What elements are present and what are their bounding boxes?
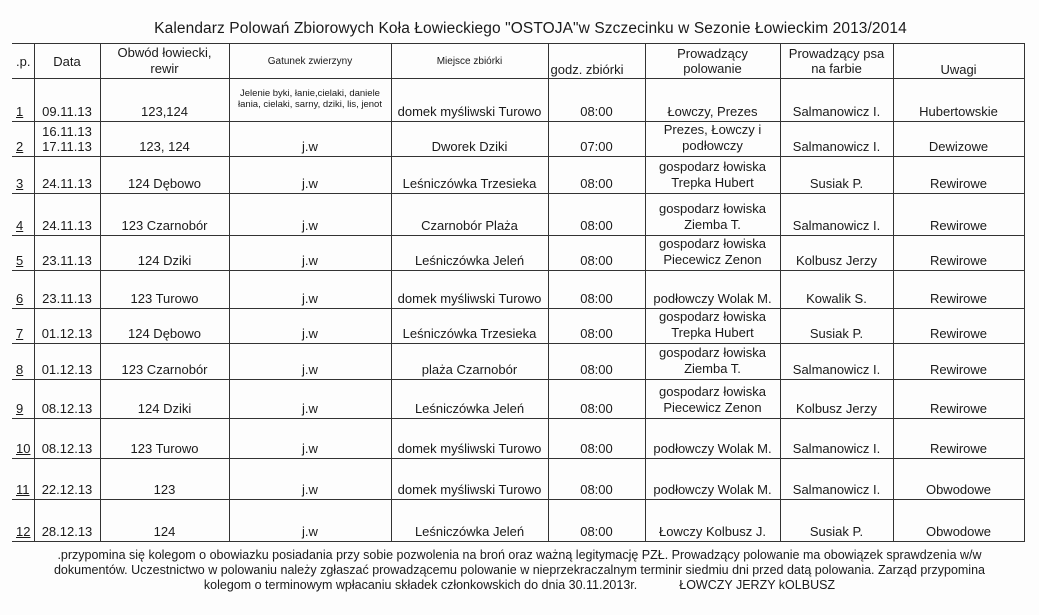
cell-lp: 8 [12,344,34,380]
cell-godz: 08:00 [548,419,645,459]
cell-psa: Kolbusz Jerzy [780,380,893,419]
table-row [12,500,1024,542]
cell-data: 08.12.13 [34,419,100,459]
table-row [12,236,1024,271]
cell-data: 01.12.13 [34,309,100,344]
cell-godz: 08:00 [548,236,645,271]
cell-obwod: 124 Dziki [100,380,229,419]
cell-data: 23.11.13 [34,236,100,271]
cell-godz: 08:00 [548,500,645,542]
cell-uwagi: Hubertowskie [893,79,1024,122]
header-lp: .p. [12,44,34,79]
cell-miejsce: Czarnobór Plaża [391,194,548,236]
cell-miejsce: domek myśliwski Turowo [391,271,548,309]
cell-obwod: 124 Dębowo [100,157,229,194]
cell-gatunek: j.w [229,344,391,380]
hunt-calendar-table [12,43,1025,542]
header-gatunek: Gatunek zwierzyny [229,44,391,79]
cell-miejsce: domek myśliwski Turowo [391,79,548,122]
cell-gatunek: j.w [229,122,391,157]
cell-lp: 12 [12,500,34,542]
table-row [12,459,1024,500]
cell-godz: 07:00 [548,122,645,157]
table-row [12,79,1024,122]
header-obwod-text: Obwód łowiecki, rewir [117,45,212,76]
cell-prowadzacy: gospodarz łowiska Piecewicz Zenon [645,236,780,271]
cell-prowadzacy: podłowczy Wolak M. [645,271,780,309]
cell-godz: 08:00 [548,194,645,236]
cell-lp: 9 [12,380,34,419]
header-obwod [100,44,229,79]
cell-uwagi: Obwodowe [893,459,1024,500]
cell-miejsce: Leśniczówka Jeleń [391,500,548,542]
cell-psa: Kowalik S. [780,271,893,309]
cell-godz: 08:00 [548,344,645,380]
cell-prowadzacy: gospodarz łowiska Piecewicz Zenon [645,380,780,419]
header-psa [780,44,893,79]
header-data: Data [34,44,100,79]
cell-uwagi: Obwodowe [893,500,1024,542]
cell-lp: 5 [12,236,34,271]
cell-uwagi: Rewirowe [893,380,1024,419]
footer-line-1: .przypomina się kolegom o obowiazku posiadania przy sobie pozwolenia na broń oraz ważną legitymację PZŁ. Prowadzący polowanie ma obowiązek sprawdzenia w/w [57,548,982,562]
cell-lp: 3 [12,157,34,194]
cell-gatunek: j.w [229,380,391,419]
cell-obwod: 123 [100,459,229,500]
cell-gatunek: j.w [229,500,391,542]
cell-gatunek: j.w [229,157,391,194]
cell-obwod: 124 [100,500,229,542]
cell-gatunek: Jelenie byki, łanie,cielaki, daniele łania, cielaki, sarny, dziki, lis, jenot [229,79,391,122]
cell-data: 24.11.13 [34,194,100,236]
cell-prowadzacy: gospodarz łowiska Trepka Hubert [645,309,780,344]
cell-miejsce: domek myśliwski Turowo [391,419,548,459]
cell-godz: 08:00 [548,271,645,309]
cell-prowadzacy: gospodarz łowiska Ziemba T. [645,194,780,236]
cell-godz: 08:00 [548,309,645,344]
cell-data: 09.11.13 [34,79,100,122]
cell-prowadzacy: Prezes, Łowczy i podłowczy [645,122,780,157]
cell-psa: Salmanowicz I. [780,459,893,500]
cell-lp: 11 [12,459,34,500]
cell-obwod: 123 Czarnobór [100,194,229,236]
footer-line-3 [0,578,1039,593]
cell-uwagi: Rewirowe [893,236,1024,271]
cell-obwod: 123 Czarnobór [100,344,229,380]
cell-miejsce: Leśniczówka Trzesieka [391,157,548,194]
cell-godz: 08:00 [548,380,645,419]
cell-psa: Salmanowicz I. [780,79,893,122]
cell-data: 16.11.13 17.11.13 [34,122,100,157]
cell-miejsce: Dworek Dziki [391,122,548,157]
cell-uwagi: Rewirowe [893,344,1024,380]
table-row [12,380,1024,419]
cell-miejsce: Leśniczówka Trzesieka [391,309,548,344]
table-row [12,419,1024,459]
cell-prowadzacy: gospodarz łowiska Trepka Hubert [645,157,780,194]
cell-gatunek: j.w [229,309,391,344]
header-psa-text: Prowadzący psa na farbie [788,46,885,76]
cell-data: 28.12.13 [34,500,100,542]
cell-gatunek: j.w [229,419,391,459]
cell-prowadzacy: podłowczy Wolak M. [645,459,780,500]
cell-lp: 4 [12,194,34,236]
cell-prowadzacy: Łowczy, Prezes [645,79,780,122]
cell-gatunek: j.w [229,236,391,271]
table-row [12,271,1024,309]
cell-obwod: 124 Dębowo [100,309,229,344]
cell-obwod: 123, 124 [100,122,229,157]
cell-psa: Salmanowicz I. [780,419,893,459]
cell-lp: 2 [12,122,34,157]
cell-miejsce: Leśniczówka Jeleń [391,380,548,419]
cell-uwagi: Rewirowe [893,419,1024,459]
cell-uwagi: Rewirowe [893,194,1024,236]
cell-lp: 10 [12,419,34,459]
cell-psa: Susiak P. [780,309,893,344]
cell-miejsce: plaża Czarnobór [391,344,548,380]
cell-lp: 7 [12,309,34,344]
cell-data: 22.12.13 [34,459,100,500]
cell-obwod: 124 Dziki [100,236,229,271]
cell-psa: Susiak P. [780,157,893,194]
cell-psa: Susiak P. [780,500,893,542]
header-godz: godz. zbiórki [548,44,645,79]
cell-psa: Salmanowicz I. [780,344,893,380]
header-row [12,44,1024,79]
table-row [12,344,1024,380]
cell-gatunek: j.w [229,271,391,309]
table-row [12,122,1024,157]
cell-lp: 1 [12,79,34,122]
table-row [12,157,1024,194]
cell-gatunek: j.w [229,459,391,500]
cell-obwod: 123 Turowo [100,271,229,309]
cell-lp: 6 [12,271,34,309]
footer-line-2: dokumentów. Uczestnictwo w polowaniu należy zgłaszać prowadzącemu polowanie w nieprzekraczalnym terminir siedmiu dni przed datą polowania. Zarząd przypomina [53,563,985,577]
cell-data: 23.11.13 [34,271,100,309]
cell-miejsce: domek myśliwski Turowo [391,459,548,500]
cell-prowadzacy: Łowczy Kolbusz J. [645,500,780,542]
cell-data: 08.12.13 [34,380,100,419]
cell-data: 01.12.13 [34,344,100,380]
table-row [12,194,1024,236]
cell-obwod: 123 Turowo [100,419,229,459]
cell-prowadzacy: gospodarz łowiska Ziemba T. [645,344,780,380]
footer-line-3-text: kolegom o terminowym wpłacaniu składek członkowskich do dnia 30.11.2013r. [203,578,638,592]
cell-psa: Kolbusz Jerzy [780,236,893,271]
footer-note [0,548,1039,593]
cell-data: 24.11.13 [34,157,100,194]
header-prowadzacy-text: Prowadzący polowanie [677,46,748,76]
page-title: Kalendarz Polowań Zbiorowych Koła Łowieckiego "OSTOJA"w Szczecinku w Sezonie Łowieckim 2013/2014 [154,20,907,37]
header-uwagi: Uwagi [893,44,1024,79]
cell-psa: Salmanowicz I. [780,194,893,236]
cell-obwod: 123,124 [100,79,229,122]
cell-prowadzacy: podłowczy Wolak M. [645,419,780,459]
cell-miejsce: Leśniczówka Jeleń [391,236,548,271]
cell-uwagi: Rewirowe [893,309,1024,344]
cell-psa: Salmanowicz I. [780,122,893,157]
cell-uwagi: Rewirowe [893,271,1024,309]
signature: ŁOWCZY JERZY kOLBUSZ [679,578,836,592]
cell-godz: 08:00 [548,157,645,194]
header-prowadzacy [645,44,780,79]
cell-gatunek: j.w [229,194,391,236]
header-miejsce: Miejsce zbiórki [391,44,548,79]
cell-godz: 08:00 [548,459,645,500]
cell-uwagi: Dewizowe [893,122,1024,157]
cell-uwagi: Rewirowe [893,157,1024,194]
cell-godz: 08:00 [548,79,645,122]
table-row [12,309,1024,344]
